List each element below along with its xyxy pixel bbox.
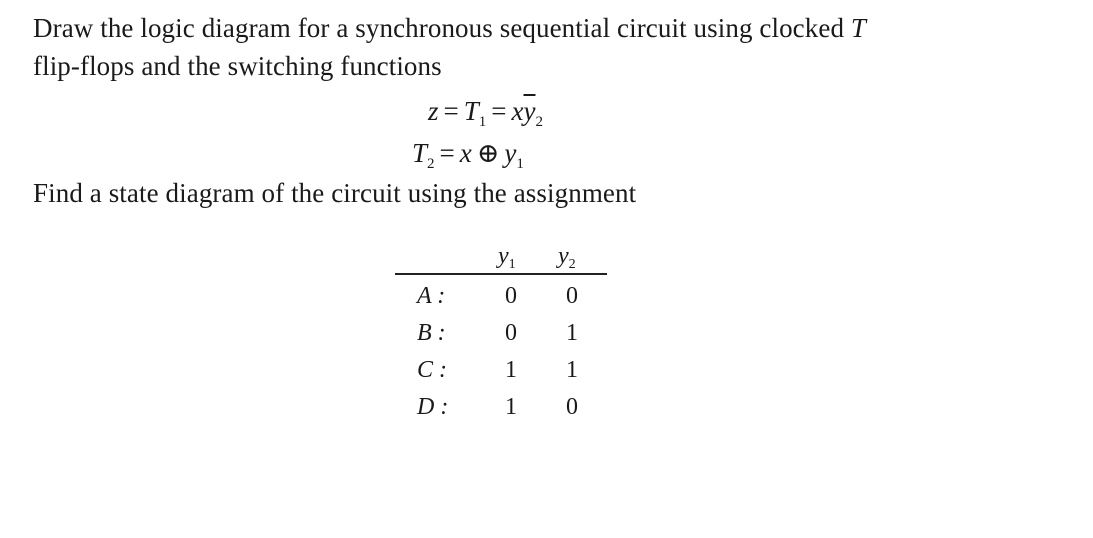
table-row — [395, 349, 607, 386]
eq2-xor: ⊕ — [476, 138, 500, 168]
state-label: A : — [417, 283, 446, 309]
problem-line-1 — [33, 13, 866, 44]
problem-line-1-text: Draw the logic diagram for a synchronous sequential circuit using clocked — [33, 13, 851, 43]
eq1-equals-1: = — [443, 96, 459, 126]
header-y2: $y_2$ — [558, 243, 576, 272]
header-y1: $y_1$ — [498, 243, 516, 272]
problem-line-1-variable-t: T — [850, 13, 867, 43]
y1-value: 0 — [505, 320, 517, 346]
eq2-y: y — [504, 138, 517, 168]
state-label: C : — [417, 357, 447, 383]
assignment-table-header — [395, 243, 607, 275]
y2-value: 0 — [566, 394, 578, 420]
y1-value: 0 — [505, 283, 517, 309]
eq1-y-bar: $\overline{y}$ — [523, 96, 536, 126]
eq1-t: T — [463, 96, 479, 126]
eq1-z: z — [428, 96, 439, 126]
table-row — [395, 386, 607, 423]
table-row — [395, 275, 607, 312]
assignment-table — [395, 243, 607, 423]
eq1-y-subscript: 2 — [535, 114, 543, 130]
equation-t2 — [412, 138, 524, 172]
eq2-t-subscript: 2 — [427, 156, 435, 172]
y1-value: 1 — [505, 357, 517, 383]
eq1-t-subscript: 1 — [478, 114, 487, 130]
eq2-t: T — [412, 138, 428, 168]
equation-z — [428, 96, 543, 130]
problem-line-2: flip-flops and the switching functions — [33, 51, 442, 81]
y2-value: 1 — [566, 320, 578, 346]
problem-line-3: Find a state diagram of the circuit using the assignment — [33, 178, 637, 208]
y2-value: 1 — [566, 357, 578, 383]
eq2-x: x — [459, 138, 472, 168]
table-row — [395, 312, 607, 349]
eq1-equals-2: = — [491, 96, 507, 126]
eq2-equals: = — [439, 138, 455, 168]
eq2-y-subscript: 1 — [516, 156, 524, 172]
y1-value: 1 — [505, 394, 517, 420]
state-label: B : — [417, 320, 446, 346]
y2-value: 0 — [566, 283, 578, 309]
state-label: D : — [417, 394, 449, 420]
eq1-x: x — [511, 96, 524, 126]
